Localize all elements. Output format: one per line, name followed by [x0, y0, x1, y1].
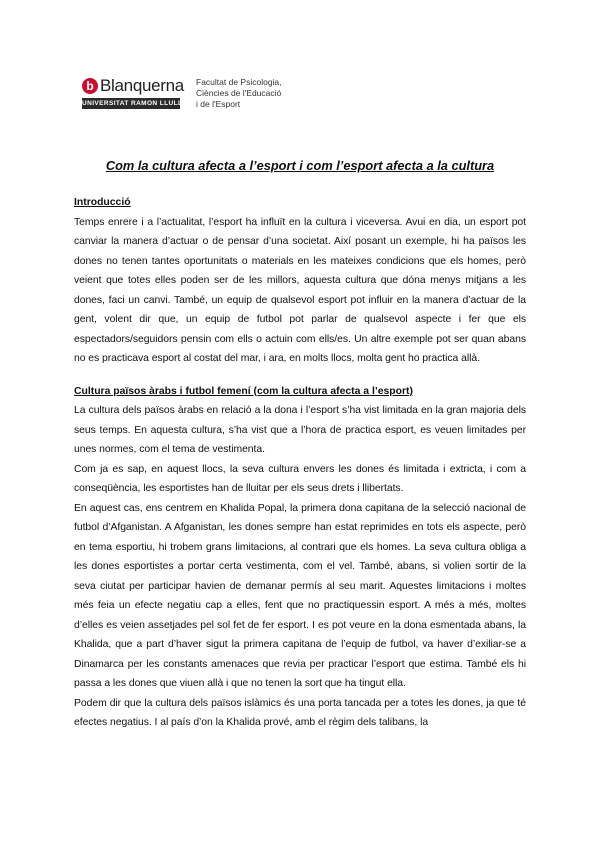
letterhead [82, 78, 382, 112]
document-title: Com la cultura afecta a l’esport i com l’esport afecta a la cultura [105, 158, 495, 173]
document-body [74, 193, 526, 733]
brand-name: Blanquerna [100, 76, 184, 95]
paragraph: Com ja es sap, en aquest llocs, la seva cultura envers les dones és limitada i extricta, i com a conseqüència, les esportistes han de lluitar per els seus drets i llibertats. [74, 463, 526, 494]
paragraph: Temps enrere i a l’actualitat, l’esport ha influït en la cultura i viceversa. Avui en dia, un esport pot canviar la manera d’actuar o de pensar d’una societat. Així posant un exemple, hi ha països les dones no tenen tantes oportunitats o materials en les mateixes condicions que els homes, però veient que totes elles poden ser de les millors, aquesta cultura que dóna menys mitjans a les dones, faci un canvi. També, un equip de qualsevol esport pot influir en la manera d’actuar de la gent, volent dir que, un equip de futbol pot parlar de qualsevol aspecte i fer que els espectadors/seguidors pensin com ells o actuin com ells/es. Un altre exemple pot ser quan abans no es practicava esport al costat del mar, i ara, en molts llocs, molta gent ho practica allà. [74, 216, 526, 364]
faculty-line: Facultat de Psicologia, [196, 77, 282, 87]
paragraph: La cultura dels països àrabs en relació a la dona i l’esport s’ha vist limitada en la gran majoria dels seus temps. En aquesta cultura, s’ha vist que a l’hora de practica esport, es veuen limitades per unes normes, com el tema de vestimenta. [74, 405, 526, 455]
paragraph: En aquest cas, ens centrem en Khalida Popal, la primera dona capitana de la selecció nacional de futbol d’Afganistan. A Afganistan, les dones sempre han estat reprimides en tots els aspecte, però en tema esportiu, hi trobem grans limitacions, al contrari que els homes. La seva cultura obliga a les dones esportistes a portar certa vestimenta, com el vel. També, abans, si volien sortir de la seva ciutat per participar havien de demanar permís al seu marit. Aquestes limitacions i moltes més feia un efecte negatiu cap a elles, fent que no practiquessin esport. A més a més, moltes d’elles es veien assetjades pel sol fet de fer esport. I es pot veure en la dona esmentada abans, la Khalida, que a part d’haver sigut la primera capitana de l’equip de futbol, va haver d’exiliar-se a Dinamarca per les constants amenaces que revia per practicar l’esport que estima. També els hi passa a les dones que viuen allà i que no tenen la sort que ha tingut ella. [74, 502, 526, 689]
faculty-name [196, 77, 282, 110]
section-heading-introduction: Introducció [74, 197, 131, 208]
blanquerna-logo-icon: b [82, 78, 98, 94]
faculty-line: i de l'Esport [196, 99, 241, 109]
section-heading-arab-culture: Cultura països àrabs i futbol femení (com la cultura afecta a l’esport) [74, 385, 413, 397]
faculty-line: Ciències de l'Educació [196, 88, 282, 98]
university-name: UNIVERSITAT RAMON LLULL [82, 100, 183, 107]
paragraph: Podem dir que la cultura dels països islàmics és una porta tancada per a totes les dones, ja que té efectes negatius. I al país d’on la Khalida prové, amb el règim dels talibans, la [74, 697, 526, 728]
